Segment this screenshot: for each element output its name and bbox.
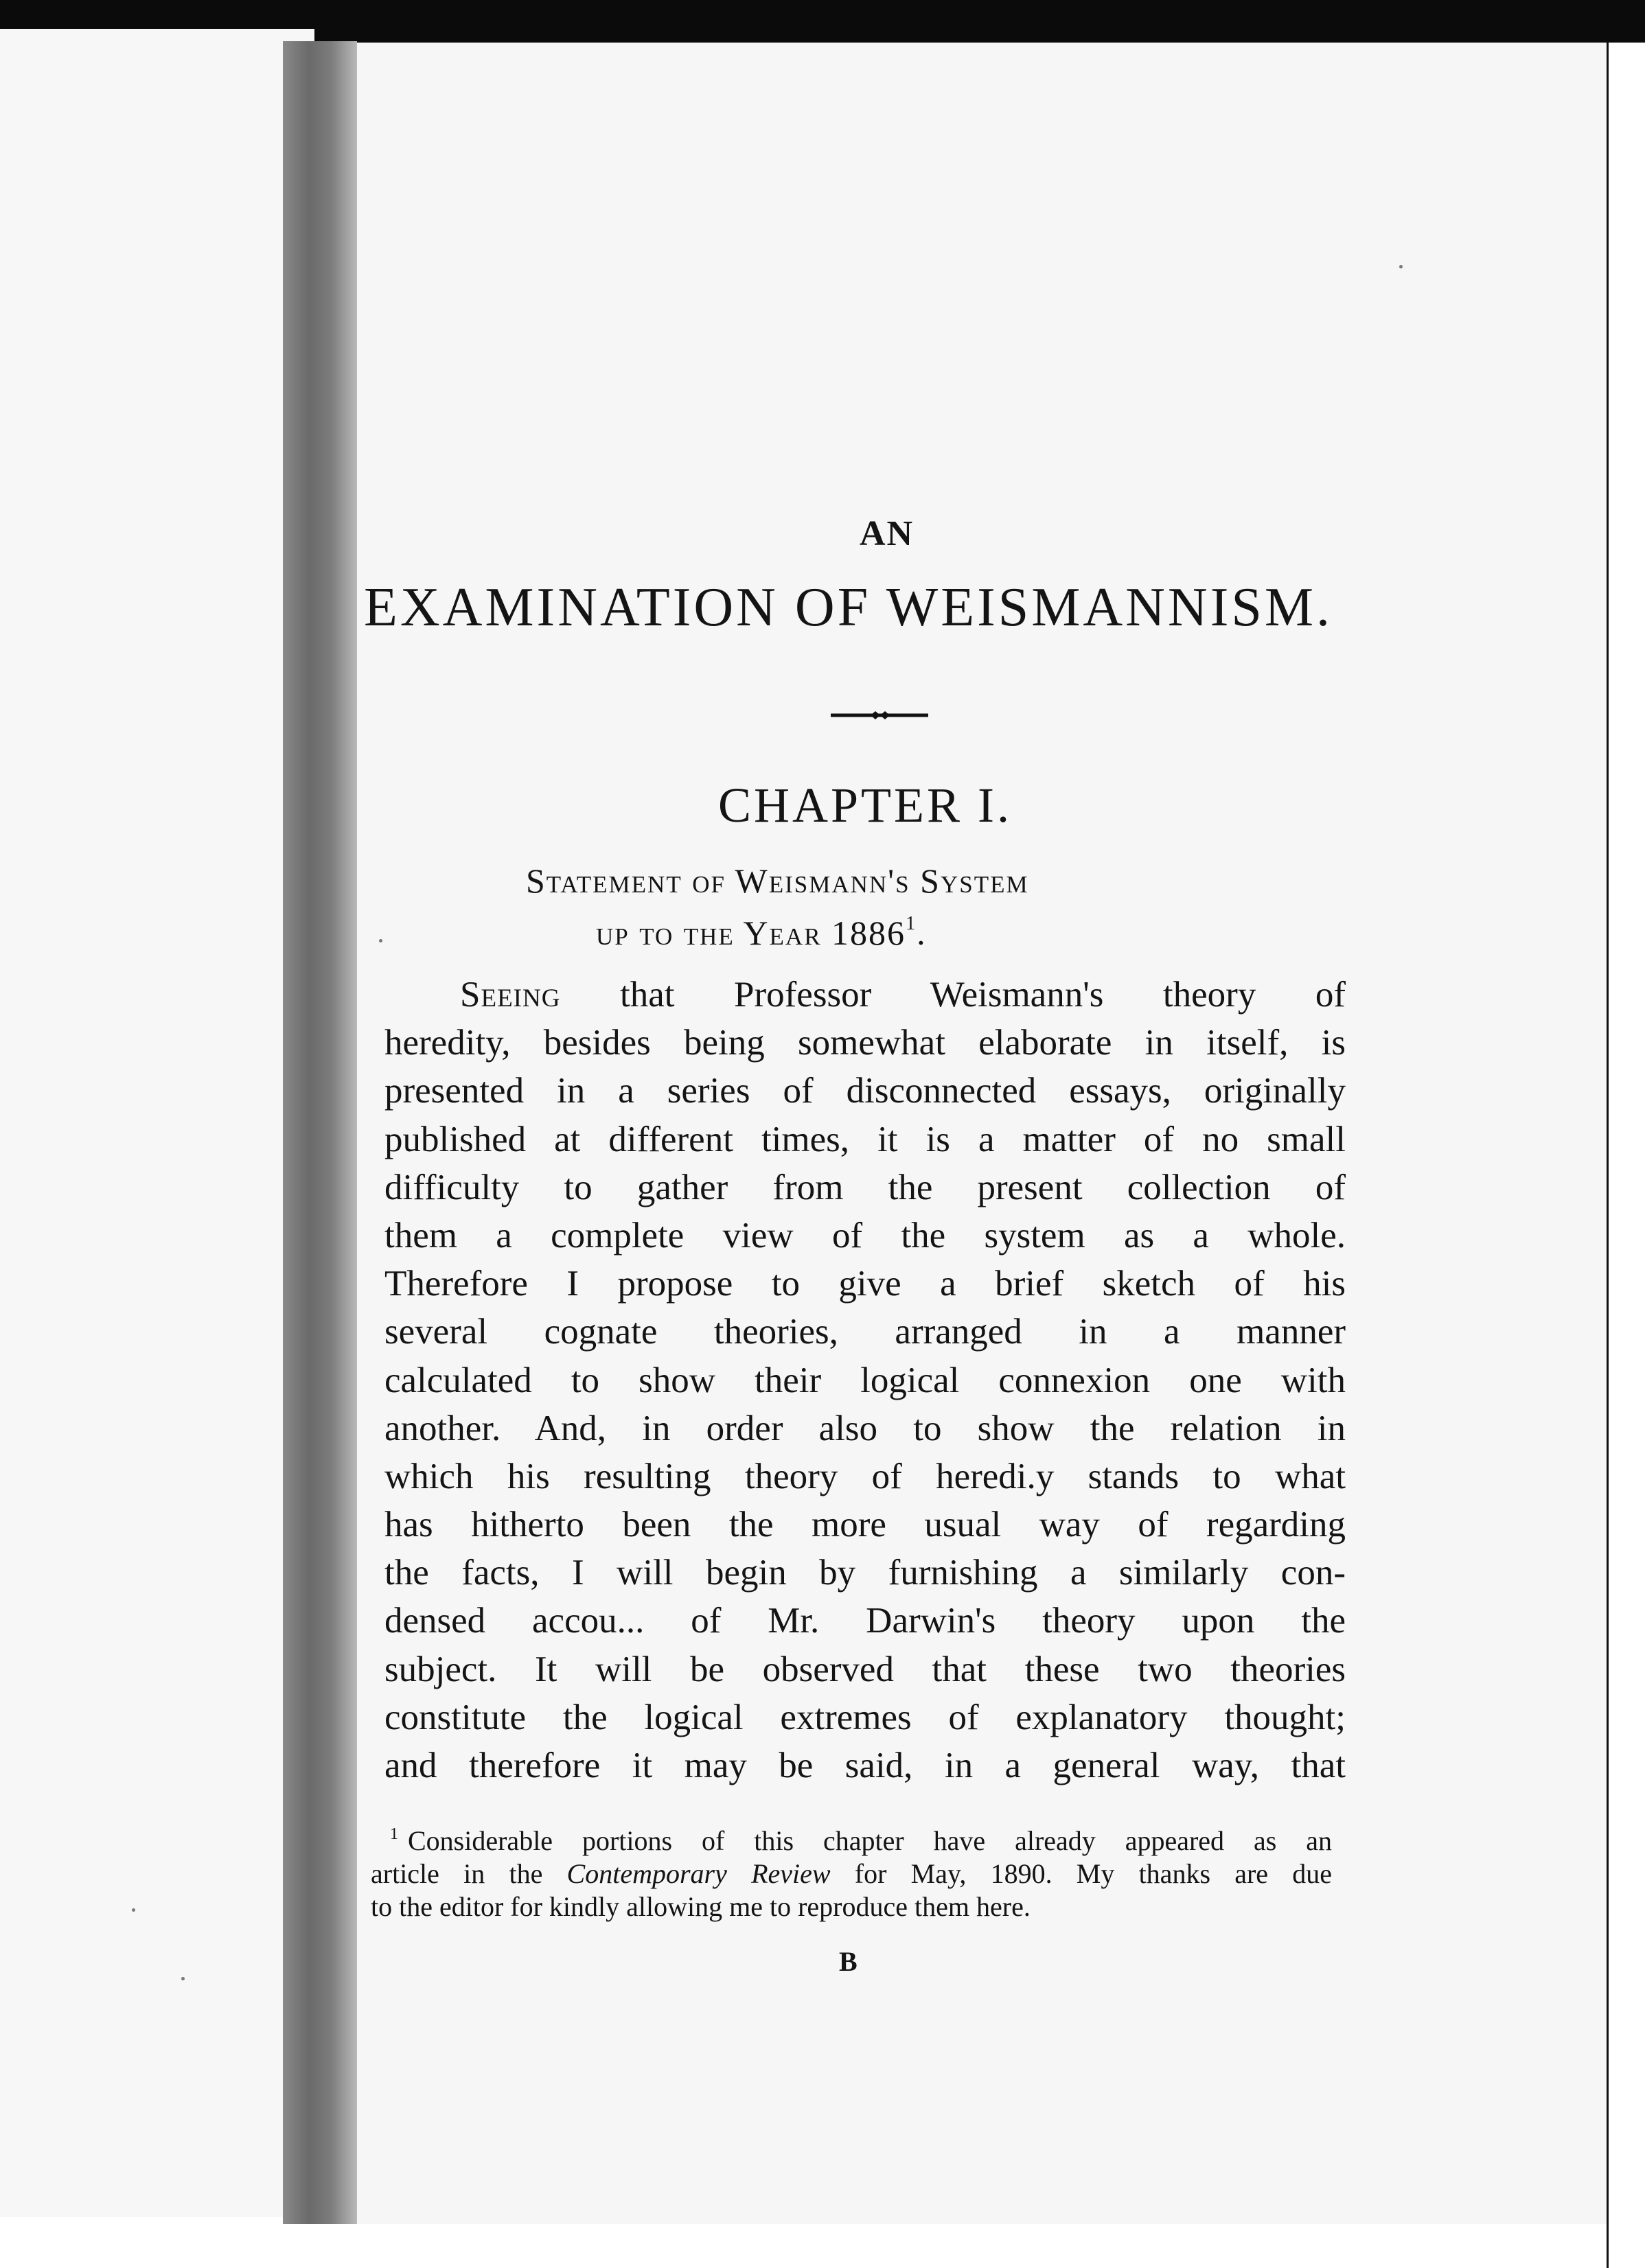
footnote-text: for May, 1890. My thanks are due [854, 1858, 1333, 1889]
left-facing-page [0, 29, 314, 2246]
body-line: which his resulting theory of heredi.y stands to what [384, 1456, 1346, 1496]
footnote-line: to the editor for kindly allowing me to reproduce them here. [371, 1891, 1031, 1922]
left-page-margin [0, 2217, 323, 2268]
body-line: difficulty to gather from the present collection of [384, 1167, 1346, 1207]
chapter-subtitle-period: . [917, 914, 927, 952]
body-line: several cognate theories, arranged in a manner [384, 1312, 1346, 1352]
paper-speck [379, 939, 382, 942]
chapter-subtitle: Statement of Weismann's System [526, 861, 1029, 900]
book-gutter-shadow [283, 41, 357, 2228]
journal-title: Contemporary Review [566, 1858, 831, 1889]
body-line: Therefore I propose to give a brief sketch of his [384, 1264, 1346, 1304]
body-line: them a complete view of the system as a whole. [384, 1215, 1346, 1256]
body-line: the facts, I will begin by furnishing a similarly con- [384, 1553, 1346, 1593]
ornament-rule-icon [831, 708, 928, 722]
body-paragraph [384, 971, 1346, 1790]
footnote-reference: 1 [906, 913, 917, 934]
footnote-text: article in the [371, 1858, 543, 1889]
body-line: calculated to show their logical connexion one with [384, 1360, 1346, 1400]
body-line: heredity, besides being somewhat elaborate in itself, is [384, 1023, 1346, 1063]
footnote-line [371, 1818, 1332, 1858]
chapter-heading: CHAPTER I. [718, 778, 1013, 833]
body-line-text: that Professor Weismann's theory of [620, 975, 1346, 1015]
paper-speck [181, 1977, 185, 1980]
scan-right-border [1607, 43, 1645, 2268]
body-line: has hitherto been the more usual way of regarding [384, 1505, 1346, 1545]
paper-speck [1399, 265, 1403, 268]
opening-word: Seeing [460, 975, 561, 1015]
book-title: EXAMINATION OF WEISMANNISM. [364, 577, 1333, 638]
footnote-text: Considerable portions of this chapter have already appeared as an [408, 1825, 1332, 1856]
body-line [384, 971, 1346, 1019]
footnote [371, 1818, 1332, 1923]
body-line: densed accou... of Mr. Darwin's theory upon the [384, 1601, 1346, 1641]
signature-mark: B [839, 1946, 858, 1977]
book-pre-title: AN [860, 514, 914, 553]
footnote-line [371, 1858, 1332, 1890]
footnote-marker: 1 [390, 1825, 398, 1843]
body-line: published at different times, it is a matter of no small [384, 1119, 1346, 1159]
body-line: and therefore it may be said, in a general way, that [384, 1746, 1346, 1785]
page-bottom-margin [283, 2224, 1645, 2268]
chapter-subtitle-text: up to the Year 1886 [596, 914, 906, 952]
body-line: constitute the logical extremes of explanatory thought; [384, 1697, 1346, 1737]
body-line: presented in a series of disconnected essays, originally [384, 1071, 1346, 1111]
paper-speck [132, 1908, 135, 1912]
body-line: subject. It will be observed that these two theories [384, 1649, 1346, 1689]
chapter-subtitle-continued [596, 913, 927, 953]
body-line: another. And, in order also to show the relation in [384, 1408, 1346, 1448]
